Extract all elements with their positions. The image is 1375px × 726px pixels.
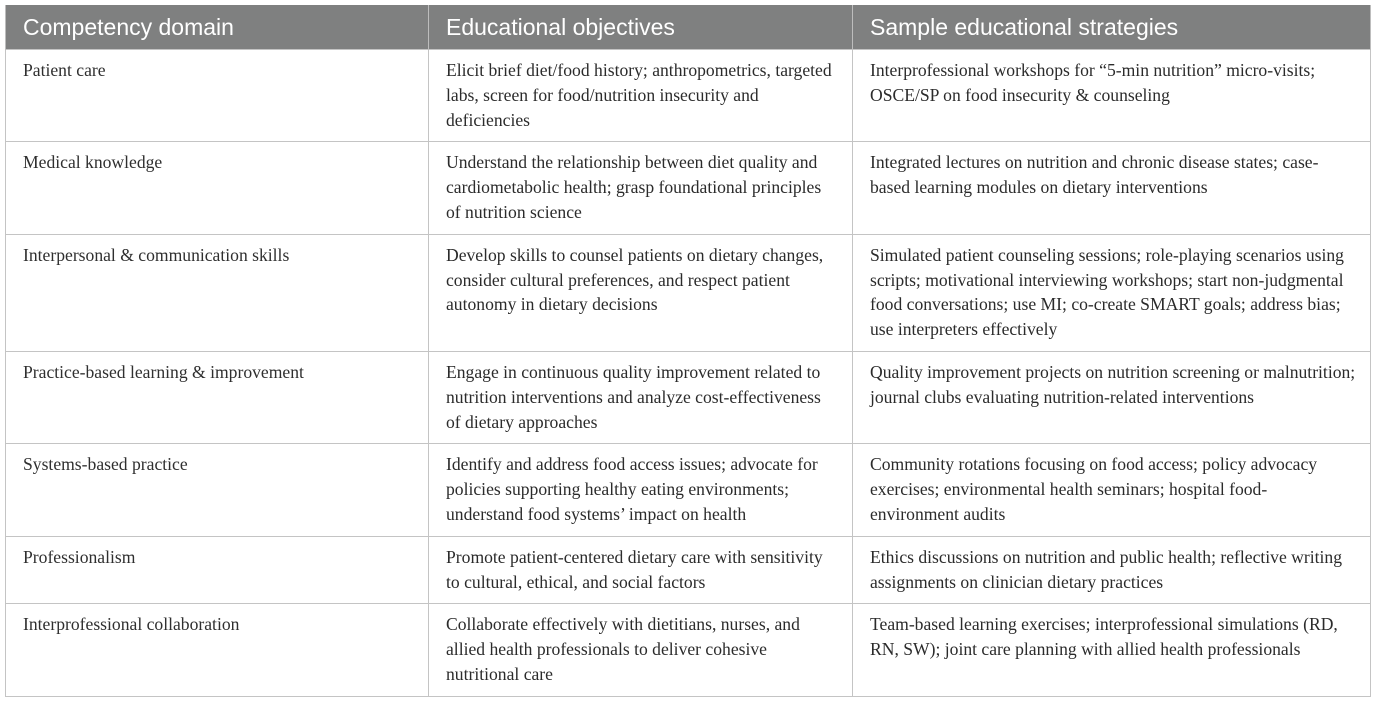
strategies-cell: Simulated patient counseling sessions; role-playing scenarios using scripts; motivational interviewing workshops; start non-judgmental food conversations; use MI; co-create SMART goals; address bias; use interpreters effectively <box>853 234 1371 351</box>
strategies-cell: Interprofessional workshops for “5-min nutrition” micro-visits; OSCE/SP on food insecurity & counseling <box>853 50 1371 142</box>
table-row <box>6 536 1371 604</box>
header-competency-domain: Competency domain <box>6 5 429 50</box>
table-row <box>6 50 1371 142</box>
objectives-cell: Engage in continuous quality improvement related to nutrition interventions and analyze cost-effectiveness of dietary approaches <box>429 351 853 443</box>
strategies-cell: Ethics discussions on nutrition and public health; reflective writing assignments on clinician dietary practices <box>853 536 1371 604</box>
table-row <box>6 351 1371 443</box>
objectives-cell: Understand the relationship between diet quality and cardiometabolic health; grasp foundational principles of nutrition science <box>429 142 853 234</box>
table-row <box>6 604 1371 696</box>
objectives-cell: Elicit brief diet/food history; anthropometrics, targeted labs, screen for food/nutrition insecurity and deficiencies <box>429 50 853 142</box>
objectives-cell: Identify and address food access issues; advocate for policies supporting healthy eating environments; understand food systems’ impact on health <box>429 444 853 536</box>
header-row <box>6 5 1371 50</box>
competency-domain-cell: Interpersonal & communication skills <box>6 234 429 351</box>
table-header <box>6 5 1371 50</box>
competency-domain-cell: Practice-based learning & improvement <box>6 351 429 443</box>
strategies-cell: Community rotations focusing on food access; policy advocacy exercises; environmental health seminars; hospital food-environment audits <box>853 444 1371 536</box>
table-row <box>6 444 1371 536</box>
competency-domain-cell: Professionalism <box>6 536 429 604</box>
strategies-cell: Quality improvement projects on nutrition screening or malnutrition; journal clubs evaluating nutrition-related interventions <box>853 351 1371 443</box>
competency-domain-cell: Interprofessional collaboration <box>6 604 429 696</box>
objectives-cell: Develop skills to counsel patients on dietary changes, consider cultural preferences, and respect patient autonomy in dietary decisions <box>429 234 853 351</box>
strategies-cell: Team-based learning exercises; interprofessional simulations (RD, RN, SW); joint care planning with allied health professionals <box>853 604 1371 696</box>
competency-domain-cell: Medical knowledge <box>6 142 429 234</box>
competency-domain-cell: Patient care <box>6 50 429 142</box>
table-row <box>6 142 1371 234</box>
objectives-cell: Promote patient-centered dietary care with sensitivity to cultural, ethical, and social factors <box>429 536 853 604</box>
objectives-cell: Collaborate effectively with dietitians, nurses, and allied health professionals to deliver cohesive nutritional care <box>429 604 853 696</box>
header-educational-objectives: Educational objectives <box>429 5 853 50</box>
competency-table <box>5 5 1371 697</box>
competency-domain-cell: Systems-based practice <box>6 444 429 536</box>
table-row <box>6 234 1371 351</box>
header-sample-strategies: Sample educational strategies <box>853 5 1371 50</box>
table-body <box>6 50 1371 697</box>
strategies-cell: Integrated lectures on nutrition and chronic disease states; case-based learning modules on dietary interventions <box>853 142 1371 234</box>
